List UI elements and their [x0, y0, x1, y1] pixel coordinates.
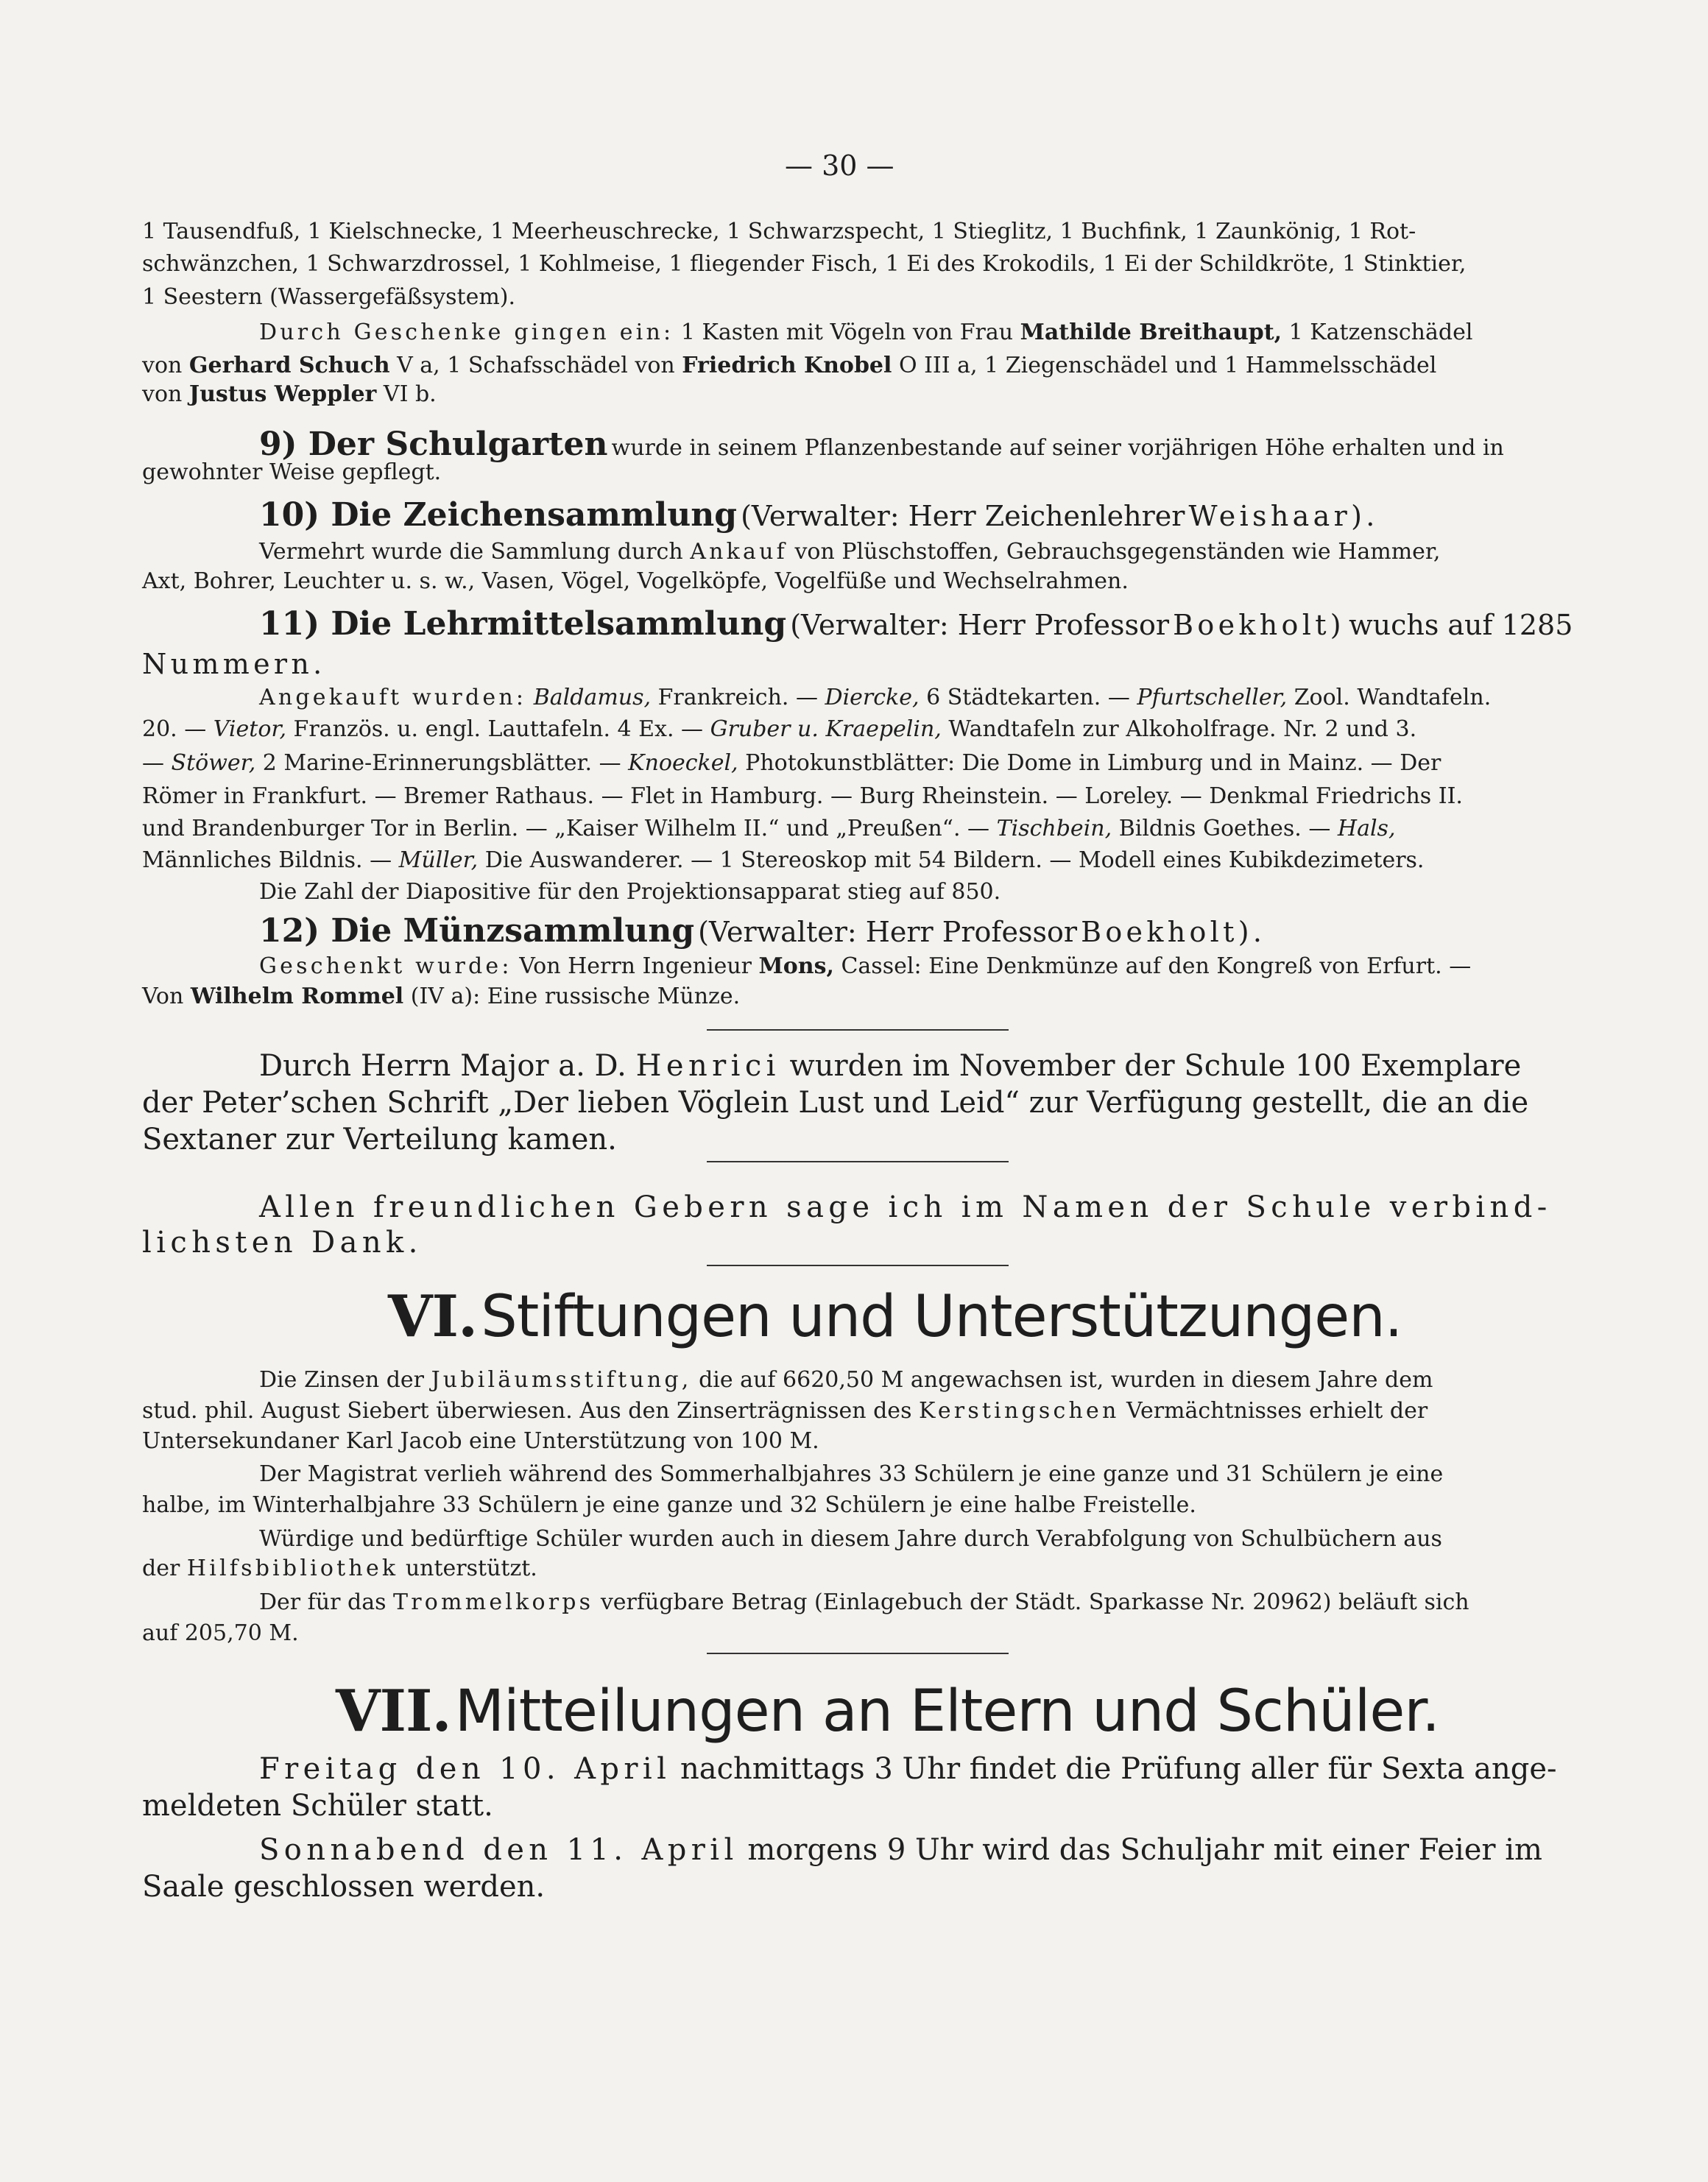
section-6-title [388, 1283, 1402, 1350]
text-run: 20. — [142, 716, 214, 742]
s7-text: morgens 9 Uhr wird das Schuljahr mit einer Feier im [747, 1833, 1542, 1867]
section-9-text: wurde in seinem Pflanzenbestande auf seiner vorjährigen Höhe erhalten und in [611, 435, 1504, 461]
section-10-heading-rest: (Verwalter: Herr Zeichenlehrer [741, 500, 1185, 532]
gifts-text: O III a, 1 Ziegenschädel und 1 Hammelsschädel [898, 353, 1437, 378]
divider [707, 1265, 1009, 1266]
s6-p3-line-2 [142, 1558, 537, 1580]
purchases-line-1 [259, 687, 1491, 709]
text-run: Wandtafeln zur Alkoholfrage. Nr. 2 und 3. [941, 716, 1417, 742]
s7-p1-line-2: meldeten Schüler statt. [142, 1789, 493, 1823]
section-12-heading-line [259, 912, 1266, 950]
given-label: Geschenkt wurde: [259, 953, 512, 979]
thanks-line-2: lichsten Dank. [142, 1226, 423, 1260]
s7-p2-line-2: Saale geschlossen werden. [142, 1870, 546, 1904]
thanks-line-1: Allen freundlichen Gebern sage ich im Namen der Schule verbind- [259, 1190, 1552, 1224]
purchases-line-6 [142, 847, 1425, 873]
italic-run: Gruber u. Kraepelin, [710, 716, 942, 742]
s6-p1-line-2 [142, 1400, 1428, 1422]
section-10-heading: 10) Die Zeichensammlung [259, 496, 737, 534]
s7-text: nachmittags 3 Uhr findet die Prüfung aller für Sexta ange- [680, 1752, 1557, 1786]
gifts-line-3 [142, 381, 437, 407]
section-10-text: Vermehrt wurde die Sammlung durch [259, 539, 683, 565]
section-10-line-1 [259, 541, 1440, 563]
spaced-term: Hilfsbibliothek [186, 1556, 399, 1581]
divider [707, 1029, 1009, 1031]
italic-run: Pfurtscheller, [1137, 685, 1288, 710]
purchases-line-2 [142, 718, 1416, 741]
henrici-line-2: der Peter’schen Schrift „Der lieben Vöglein Lust und Leid“ zur Verfügung gestellt, die an die [142, 1086, 1529, 1120]
italic-run: Müller, [398, 847, 479, 873]
s6-p3-line-1: Würdige und bedürftige Schüler wurden auch in diesem Jahre durch Verabfolgung von Schulbüchern aus [259, 1526, 1442, 1552]
s6-text: stud. phil. August Siebert überwiesen. Aus den Zinserträgnissen des [142, 1398, 912, 1424]
section-12-line-2 [142, 986, 740, 1008]
text-run: 6 Städtekarten. — [919, 685, 1137, 710]
text-run: Französ. u. engl. Lauttafeln. 4 Ex. — [286, 716, 710, 742]
section-12-text: Cassel: Eine Denkmünze auf den Kongreß von Erfurt. — [841, 953, 1472, 979]
date-phrase: Sonnabend den 11. April [259, 1833, 738, 1867]
gifts-text: 1 Kasten mit Vögeln von Frau [680, 319, 1014, 345]
italic-run: Knoeckel, [628, 750, 738, 776]
purchases-line-4: Römer in Frankfurt. — Bremer Rathaus. — Flet in Hamburg. — Burg Rheinstein. — Loreley. — Denkmal Friedrichs II. [142, 783, 1463, 809]
gifts-text: von [142, 381, 183, 407]
text-run: Die Auswanderer. — 1 Stereoskop mit 54 Bildern. — Modell eines Kubikdezimeters. [478, 847, 1425, 873]
section-6-numeral: VI. [388, 1283, 478, 1350]
gifts-text: VI b. [383, 381, 437, 407]
donor-name: Justus Weppler [188, 381, 377, 407]
list-line-2: schwänzchen, 1 Schwarzdrossel, 1 Kohlmeise, 1 fliegender Fisch, 1 Ei des Krokodils, 1 Ei der Schildkröte, 1 Stinktier, [142, 251, 1467, 277]
section-12-heading: 12) Die Münzsammlung [259, 912, 695, 950]
gifts-text: von [142, 353, 183, 378]
s6-text: Die Zinsen der [259, 1367, 425, 1393]
gifts-text: 1 Katzenschädel [1288, 319, 1473, 345]
s6-text: unterstützt. [405, 1556, 537, 1581]
donor-name: Wilhelm Rommel [190, 984, 404, 1009]
henrici-line-3: Sextaner zur Verteilung kamen. [142, 1123, 617, 1157]
section-7-numeral: VII. [336, 1678, 451, 1745]
donor-name: Gerhard Schuch [188, 353, 390, 378]
page-number: — 30 — [785, 149, 894, 182]
section-11-heading: 11) Die Lehrmittelsammlung [259, 605, 787, 643]
section-11-line-2: Nummern. [142, 648, 326, 680]
text-run: — [142, 750, 172, 776]
donor-name: Mons, [758, 953, 834, 979]
purchases-line-3 [142, 752, 1441, 774]
section-10-text: von Plüschstoffen, Gebrauchsgegenständen wie Hammer, [794, 539, 1441, 565]
s6-text: die auf 6620,50 M angewachsen ist, wurden in diesem Jahre dem [699, 1367, 1433, 1393]
curator-name: Weishaar). [1188, 500, 1379, 532]
henrici-text: Durch Herrn Major a. D. [259, 1049, 627, 1083]
section-7-heading: Mitteilungen an Eltern und Schüler. [454, 1678, 1440, 1745]
date-phrase: Freitag den 10. April [259, 1752, 671, 1786]
italic-run: Baldamus, [533, 685, 652, 710]
list-line-3: 1 Seestern (Wassergefäßsystem). [142, 284, 516, 310]
list-line-1: 1 Tausendfuß, 1 Kielschnecke, 1 Meerheuschrecke, 1 Schwarzspecht, 1 Stieglitz, 1 Buchfink, 1 Zaunkönig, 1 Rot- [142, 219, 1416, 244]
s6-text: Der für das [259, 1589, 387, 1615]
spaced-term: Jubiläumsstiftung, [431, 1367, 692, 1393]
italic-run: Stöwer, [171, 750, 256, 776]
s6-p1-line-3: Untersekundaner Karl Jacob eine Unterstützung von 100 M. [142, 1428, 819, 1454]
s7-p2-line-1 [259, 1835, 1542, 1865]
purchases-runs [534, 685, 1492, 710]
gifts-text: V a, 1 Schafsschädel von [397, 353, 675, 378]
purchases-line-7: Die Zahl der Diapositive für den Projektionsapparat stieg auf 850. [259, 879, 1001, 905]
text-run: Zool. Wandtafeln. [1287, 685, 1492, 710]
divider [707, 1653, 1009, 1654]
text-run: und Brandenburger Tor in Berlin. — „Kaiser Wilhelm II.“ und „Preußen“. — [142, 816, 997, 841]
text-run: Bildnis Goethes. — [1112, 816, 1338, 841]
curator-name: Boekholt) [1173, 609, 1345, 641]
gifts-line-1 [259, 319, 1473, 345]
henrici-text: wurden im November der Schule 100 Exemplare [789, 1049, 1522, 1083]
s6-p2-line-2: halbe, im Winterhalbjahre 33 Schülern je eine ganze und 32 Schülern je eine halbe Freistelle. [142, 1492, 1196, 1518]
section-12-heading-rest: (Verwalter: Herr Professor [698, 916, 1077, 948]
section-7-title [336, 1678, 1440, 1745]
s6-text: verfügbare Betrag (Einlagebuch der Städt. Sparkasse Nr. 20962) beläuft sich [600, 1589, 1469, 1615]
section-12-text: Von [142, 984, 184, 1009]
section-11-heading-tail: wuchs auf 1285 [1349, 609, 1573, 641]
s6-p2-line-1: Der Magistrat verlieh während des Sommerhalbjahres 33 Schülern je eine ganze und 31 Schülern je eine [259, 1461, 1444, 1487]
text-run: 2 Marine-Erinnerungsblätter. — [255, 750, 629, 776]
section-12-text: (IV a): Eine russische Münze. [410, 984, 741, 1009]
donor-name: Mathilde Breithaupt, [1020, 319, 1282, 345]
person-name: Henrici [635, 1049, 780, 1083]
gifts-line-2 [142, 355, 1436, 377]
section-9-heading: 9) Der Schulgarten [259, 426, 608, 463]
section-9-line-2: gewohnter Weise gepflegt. [142, 459, 442, 485]
s6-text: Vermächtnisses erhielt der [1126, 1398, 1428, 1424]
s6-text: der [142, 1556, 180, 1581]
donor-name: Friedrich Knobel [682, 353, 892, 378]
section-11-heading-rest: (Verwalter: Herr Professor [790, 609, 1170, 641]
italic-run: Hals, [1337, 816, 1396, 841]
spaced-term: Trommelkorps [393, 1589, 594, 1615]
spaced-term: Kerstingschen [919, 1398, 1120, 1424]
s7-p1-line-1 [259, 1754, 1557, 1784]
text-run: Photokunstblätter: Die Dome in Limburg und in Mainz. — Der [738, 750, 1441, 776]
s6-p1-line-1 [259, 1369, 1433, 1391]
section-6-heading: Stiftungen und Unterstützungen. [481, 1284, 1402, 1350]
text-run: Männliches Bildnis. — [142, 847, 399, 873]
s6-p4-line-2: auf 205,70 M. [142, 1620, 299, 1646]
italic-run: Tischbein, [996, 816, 1112, 841]
section-9-line-1 [259, 428, 1504, 461]
section-12-line-1 [259, 953, 1472, 979]
curator-name: Boekholt). [1081, 916, 1266, 948]
henrici-line-1 [259, 1051, 1521, 1081]
italic-run: Diercke, [825, 685, 920, 710]
section-10-heading-line [259, 496, 1379, 534]
section-10-line-2: Axt, Bohrer, Leuchter u. s. w., Vasen, Vögel, Vogelköpfe, Vogelfüße und Wechselrahmen. [142, 568, 1129, 594]
spaced-term: Ankauf [690, 539, 788, 565]
purchases-line-5 [142, 818, 1395, 840]
section-11-heading-line [259, 605, 1573, 643]
gifts-intro: Durch Geschenke gingen ein: [259, 319, 674, 345]
divider [707, 1161, 1009, 1162]
italic-run: Vietor, [213, 716, 286, 742]
text-run: Frankreich. — [651, 685, 825, 710]
section-12-text: Von Herrn Ingenieur [519, 953, 752, 979]
purchases-label: Angekauft wurden: [259, 685, 527, 710]
s6-p4-line-1 [259, 1589, 1469, 1615]
